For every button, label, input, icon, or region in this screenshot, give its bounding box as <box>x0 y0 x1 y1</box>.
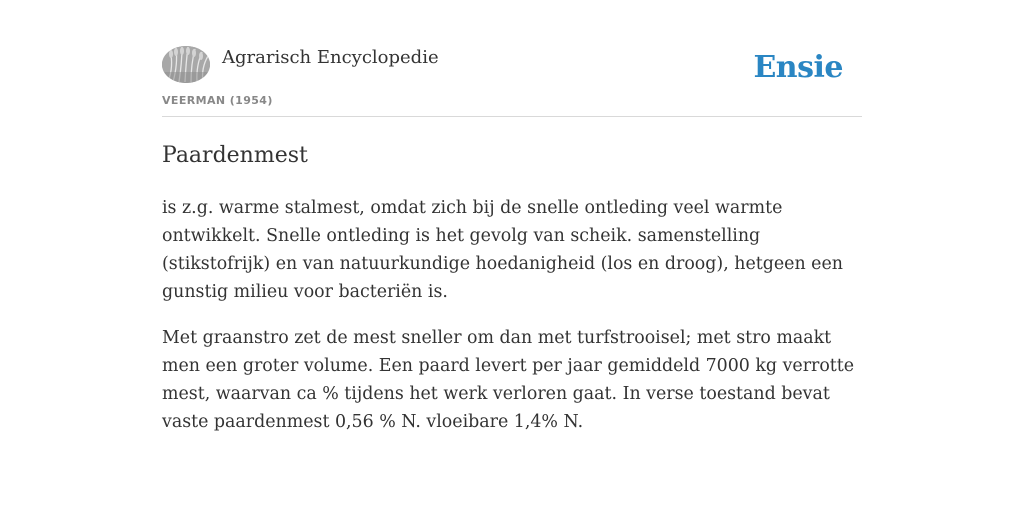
article-body <box>162 194 862 436</box>
publication-name[interactable]: Agrarisch Encyclopedie <box>222 47 439 68</box>
header <box>162 46 862 117</box>
article-title: Paardenmest <box>162 143 308 168</box>
content-container <box>162 46 862 454</box>
article-paragraph: is z.g. warme stalmest, omdat zich bij de snelle ontleding veel warmte ontwikkelt. Snelle ontleding is het gevolg van scheik. samenstelling (stikstofrijk) en van natuurkundige hoedanigheid (los en droog), hetgeen een gunstig milieu voor bacteriën is. <box>162 198 843 302</box>
wheat-icon[interactable] <box>162 46 210 83</box>
article-paragraph: Met graanstro zet de mest sneller om dan met turfstrooisel; met stro maakt men een groter volume. Een paard levert per jaar gemiddeld 7000 kg verrotte mest, waarvan ca % tijdens het werk verloren gaat. In verse toestand bevat vaste paardenmest 0,56 % N. vloeibare 1,4% N. <box>162 328 855 432</box>
publication-source: VEERMAN (1954) <box>162 94 273 107</box>
ensie-logo-link[interactable]: Ensie <box>753 50 843 85</box>
